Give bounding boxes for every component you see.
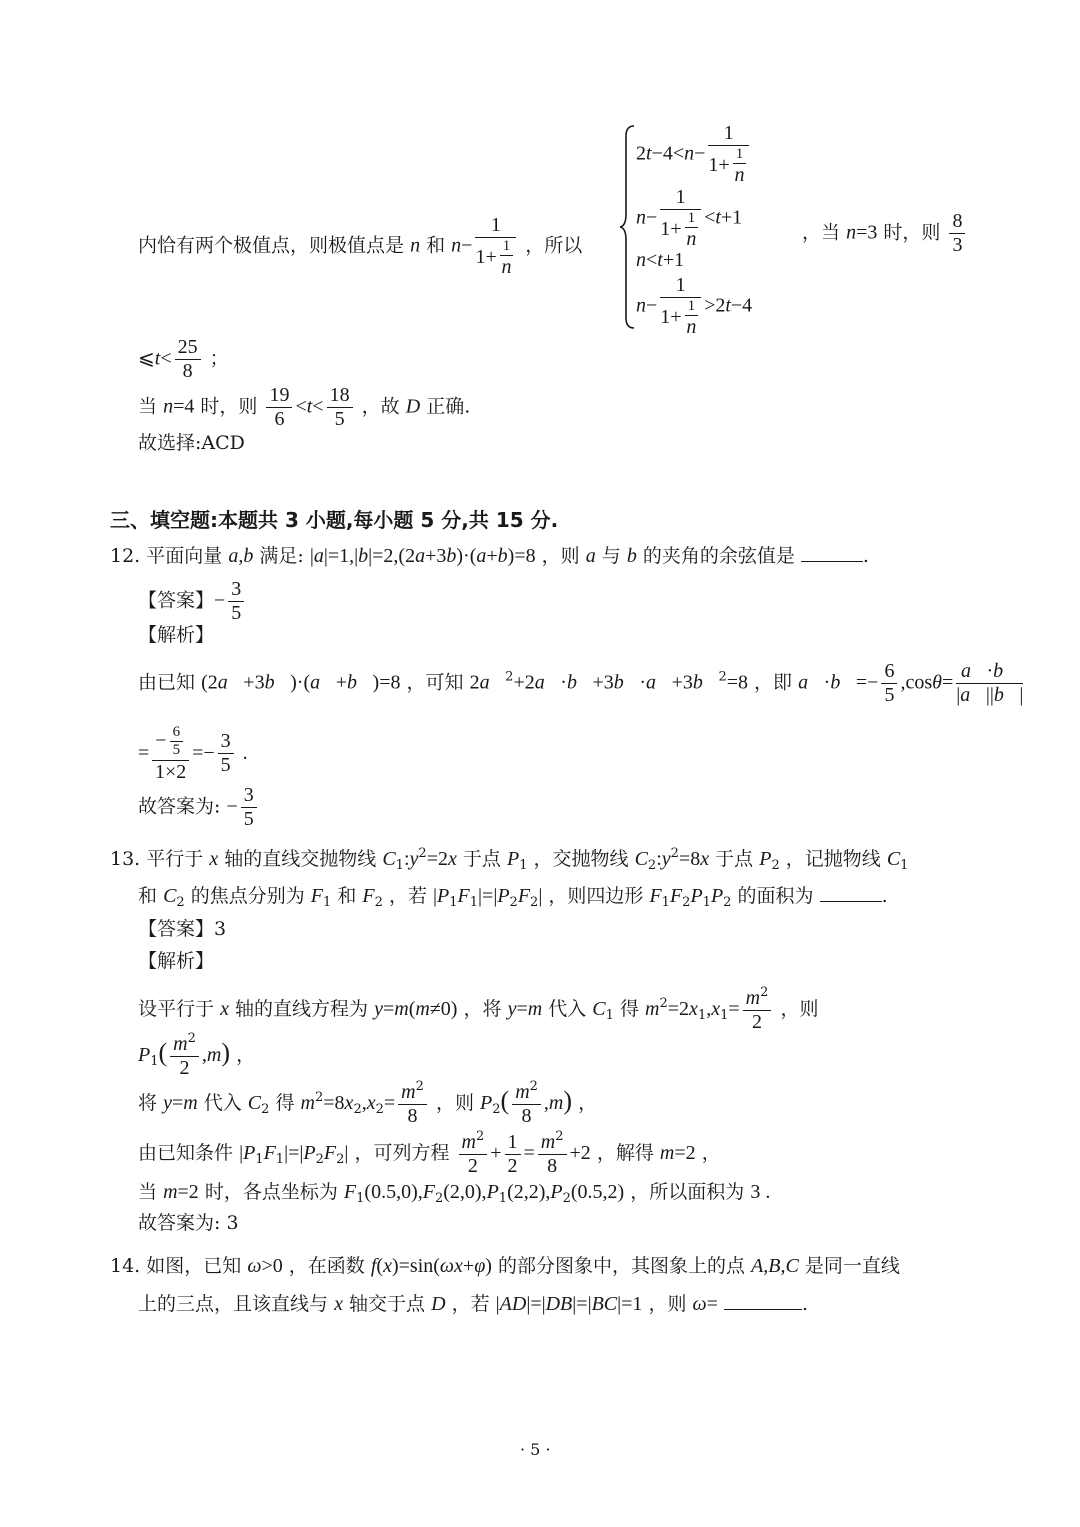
q13-analysis-line5: 当 m=2 时，各点坐标为 $F_1(0.5,0),F_2(2,0),P_1(2,2),P_2(0.5,2)$ ，所以面积为 3 . — [138, 1181, 771, 1206]
q13-analysis-label: 【解析】 — [138, 950, 215, 972]
prev-line-1-right: ，当 n=3 时，则 $\frac{8}{3}$ — [802, 210, 968, 257]
q13-analysis-line4: 由已知条件 $|P_1F_1|=|P_2F_2|$ ，可列方程 $\frac{m^2}{2}$ + $\frac{1}{2}$ = $\frac{m^2}{8}$ +2 ，解得 m=2 ， — [138, 1129, 721, 1177]
q12-analysis-label: 【解析】 — [138, 624, 215, 646]
q12-analysis-line2: = − $\frac{6}{5}$ 1×2 =− $\frac{3}{5}$ . — [138, 724, 248, 783]
q13-answer: 【答案】3 — [138, 918, 227, 940]
prev-line-3: 当 n=4 时，则 $\frac{19}{6}$ <t< $\frac{18}{5}$ ，故 D 正确. — [138, 384, 471, 430]
q12-stem: 12. 平面向量 a,b 满足: |a|=1,|b|=2,(2a+3b)·(a+b)=8 ，则 a 与 b 的夹角的余弦值是 . — [110, 545, 869, 567]
answer-blank — [801, 560, 863, 562]
q13-analysis-line1: 设平行于 x 轴的直线方程为 y=m(m≠0) ，将 y=m 代入 $C_1$ 得 $m^2=2x_1,x_1=$ $\frac{m^2}{2}$ ，则 — [138, 985, 819, 1033]
answer-blank — [820, 900, 882, 902]
q13-analysis-line2: $P_1$( $\frac{m^2}{2}$ ,m) ， — [138, 1031, 256, 1079]
prev-line-1: 内恰有两个极值点，则极值点是 n 和 n− 1 1+ $\frac{1}{n}$ ，所以 — [138, 214, 583, 279]
q12-analysis-line1: 由已知 (2a⃗+3b⃗)·(a⃗+b⃗)=8 ，可知 2a⃗$^2$+2a⃗·b⃗+3b⃗·a⃗+3b⃗$^2$=8 ，即 a⃗·b⃗=− $\frac{6}{5}$ ,cosθ= $\frac{a⃗\cdot b⃗}{|a⃗||b⃗|}$ — [138, 660, 1024, 706]
section-title: 三、填空题:本题共 3 小题,每小题 5 分,共 15 分. — [110, 508, 559, 532]
q13-stem-2: 和 $C_2$ 的焦点分别为 $F_1$ 和 $F_2$ ，若 $|P_1F_1|=|P_2F_2|$ ，则四边形 $F_1F_2P_1P_2$ 的面积为 . — [138, 885, 888, 910]
prev-line-2: ⩽t< $\frac{25}{8}$ ； — [138, 336, 229, 382]
q14-stem-1: 14. 如图，已知 ω>0 ，在函数 f(x)=sin(ωx+φ) 的部分图象中，其图象上的点 A,B,C 是同一直线 — [110, 1255, 900, 1277]
left-brace-icon — [618, 122, 638, 332]
q12-final: 故答案为: − $\frac{3}{5}$ — [138, 784, 260, 831]
page-number: · 5 · — [520, 1440, 551, 1459]
q14-stem-2: 上的三点，且该直线与 x 轴交于点 D ，若 |AD|=|DB|=|BC|=1 ，则 ω= . — [138, 1293, 809, 1315]
q13-analysis-line3: 将 y=m 代入 $C_2$ 得 $m^2=8x_2,x_2=$ $\frac{m^2}{8}$ ，则 $P_2$( $\frac{m^2}{8}$ ,m) ， — [138, 1079, 598, 1127]
prev-line-4: 故选择:ACD — [138, 432, 245, 454]
answer-blank — [724, 1308, 802, 1310]
q13-final: 故答案为: 3 — [138, 1212, 239, 1234]
q13-stem-1: 13. 平行于 x 轴的直线交抛物线 $C_1:y^2=2x$ 于点 $P_1$ ，交抛物线 $C_2:y^2=8x$ 于点 $P_2$ ，记抛物线 $C_1$ — [110, 846, 909, 873]
q12-answer: 【答案】− $\frac{3}{5}$ — [138, 578, 247, 625]
